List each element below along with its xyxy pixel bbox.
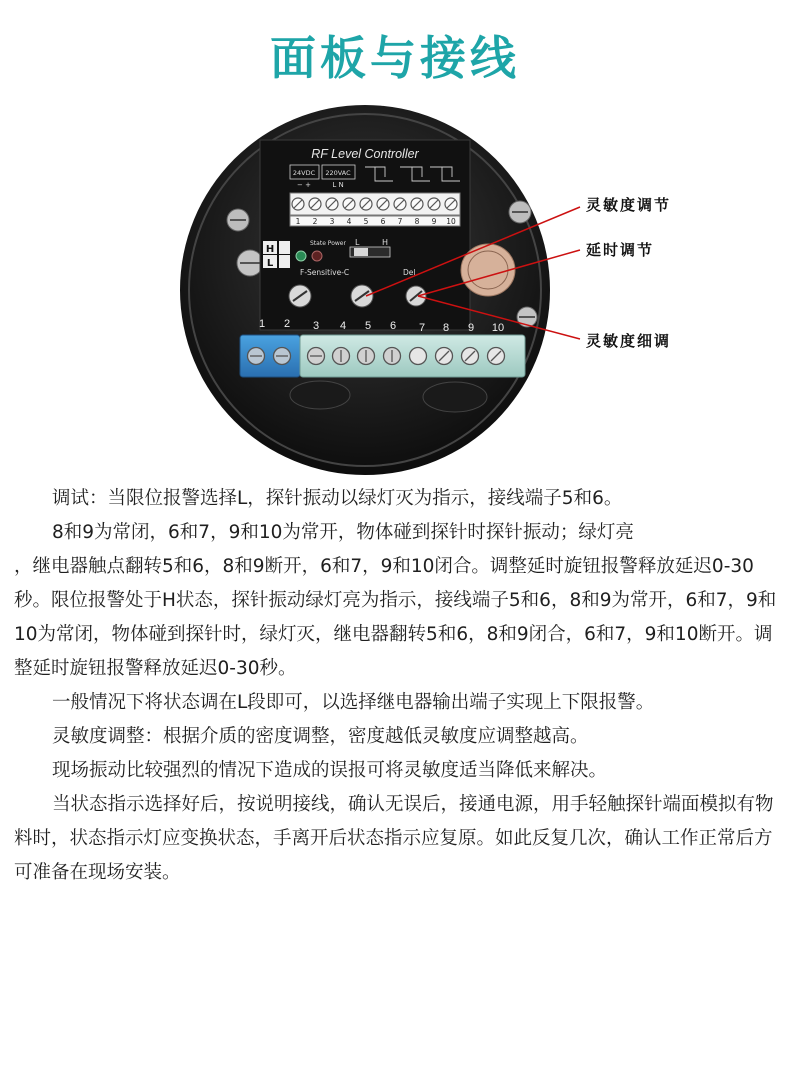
label-switch-l: L bbox=[355, 238, 360, 247]
mounting-screw-left-icon bbox=[227, 209, 249, 231]
printed-terminal-row bbox=[290, 193, 460, 226]
label-l: L bbox=[266, 258, 274, 269]
printed-num-9: 9 bbox=[431, 217, 437, 226]
paragraph: 现场振动比较强烈的情况下造成的误报可将灵敏度适当降低来解决。 bbox=[52, 760, 608, 781]
printed-num-8: 8 bbox=[414, 217, 420, 226]
printed-num-7: 7 bbox=[397, 217, 403, 226]
paragraph: ，继电器触点翻转5和6，8和9断开，6和7，9和10闭合。调整延时旋钮报警释放延迟0-30秒。限位报警处于H状态，探针振动绿灯亮为指示，接线端子5和6，8和9为常开，6和7，9和10为常闭，物体碰到探针时，绿灯灭，继电器翻转5和6，8和9闭合，6和7，9和10断开。调整延时旋钮报警释放延迟0-30秒。 bbox=[14, 556, 777, 679]
printed-num-10: 10 bbox=[446, 217, 456, 226]
paragraph: 调试：当限位报警选择L，探针振动以绿灯灭为指示，接线端子5和6。 bbox=[52, 488, 623, 509]
terminal-num-10: 10 bbox=[491, 322, 505, 334]
callout-sensitivity-fine: 灵敏度细调 bbox=[586, 332, 672, 350]
paragraph: 灵敏度调整：根据介质的密度调整，密度越低灵敏度应调整越高。 bbox=[52, 726, 589, 747]
label-f-sensitive: F-Sensitive-C bbox=[300, 268, 350, 277]
label-switch-h: H bbox=[382, 238, 389, 247]
printed-num-4: 4 bbox=[346, 217, 352, 226]
paragraph: 8和9为常闭，6和7，9和10为常开，物体碰到探针时探针振动；绿灯亮 bbox=[52, 522, 634, 543]
sensitivity-coarse-dial-icon bbox=[351, 285, 373, 307]
label-24vdc: 24VDC bbox=[292, 169, 316, 177]
label-h: H bbox=[265, 244, 275, 255]
page-title: 面板与接线 bbox=[270, 31, 520, 85]
terminal-num-1: 1 bbox=[258, 318, 266, 330]
terminal-num-7: 7 bbox=[418, 322, 426, 334]
label-delay: Del bbox=[403, 268, 416, 277]
printed-num-1: 1 bbox=[295, 217, 301, 226]
panel-header: RF Level Controller bbox=[311, 147, 419, 161]
label-polarity: − + bbox=[297, 181, 311, 189]
sensitivity-fine-dial-icon bbox=[289, 285, 311, 307]
terminal-num-8: 8 bbox=[442, 322, 450, 334]
terminal-num-9: 9 bbox=[467, 322, 475, 334]
terminal-num-2: 2 bbox=[283, 318, 291, 330]
printed-num-3: 3 bbox=[329, 217, 335, 226]
printed-num-2: 2 bbox=[312, 217, 318, 226]
terminal-num-6: 6 bbox=[389, 320, 397, 332]
mounting-screw-bottom-right-icon bbox=[517, 307, 537, 327]
terminal-num-4: 4 bbox=[339, 320, 347, 332]
paragraph: 一般情况下将状态调在L段即可，以选择继电器输出端子实现上下限报警。 bbox=[52, 692, 655, 713]
printed-num-5: 5 bbox=[363, 217, 369, 226]
terminal-num-5: 5 bbox=[364, 320, 372, 332]
controller-panel-photo bbox=[150, 95, 710, 475]
mounting-screw-bottom-left-icon bbox=[237, 250, 263, 276]
paragraph: 当状态指示选择好后，按说明接线，确认无误后，接通电源，用手轻触探针端面模拟有物料时，状态指示灯应变换状态，手离开后状态指示应复原。如此反复几次，确认工作正常后方可准备在现场安装。 bbox=[14, 794, 774, 883]
instructions-text bbox=[14, 482, 782, 890]
label-state-power: State Power bbox=[310, 240, 346, 247]
callout-sensitivity-adjust: 灵敏度调节 bbox=[586, 196, 672, 214]
terminal-block bbox=[240, 335, 525, 377]
power-led-icon bbox=[312, 251, 322, 261]
callout-delay-adjust: 延时调节 bbox=[586, 241, 655, 259]
mounting-screw-right-icon bbox=[509, 201, 531, 223]
delay-dial-icon bbox=[406, 286, 426, 306]
label-ln: L N bbox=[332, 181, 344, 189]
printed-num-6: 6 bbox=[380, 217, 386, 226]
label-220vac: 220VAC bbox=[325, 169, 351, 177]
terminal-num-3: 3 bbox=[312, 320, 320, 332]
state-led-icon bbox=[296, 251, 306, 261]
